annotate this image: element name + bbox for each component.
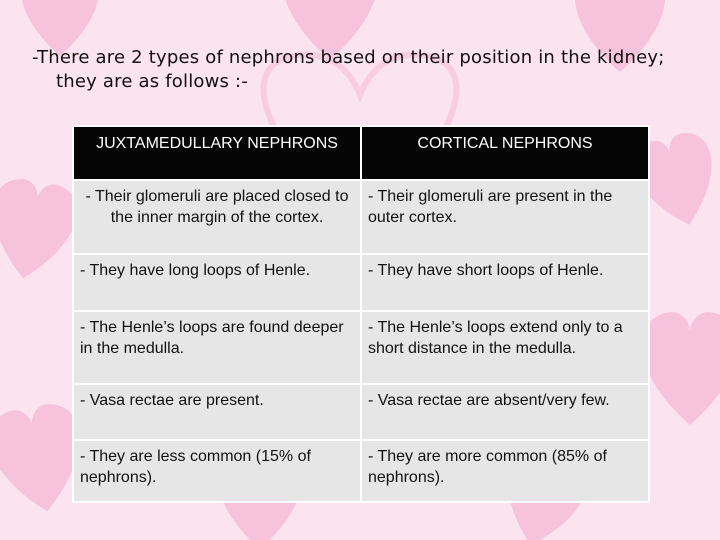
- table-cell: - They have short loops of Henle.: [361, 254, 649, 311]
- table-cell: - They are less common (15% of nephrons).: [73, 440, 361, 502]
- header-cortical: CORTICAL NEPHRONS: [361, 126, 649, 180]
- table-cell: - Vasa rectae are absent/very few.: [361, 384, 649, 440]
- intro-text: [32, 46, 702, 94]
- intro-line-2: they are as follows :-: [56, 71, 249, 92]
- table-header-row: [73, 126, 649, 180]
- header-juxtamedullary: JUXTAMEDULLARY NEPHRONS: [73, 126, 361, 180]
- intro-line-1: -There are 2 types of nephrons based on their position in the kidney;: [32, 47, 665, 68]
- table-row: [73, 180, 649, 254]
- table-cell: - The Henle’s loops extend only to a short distance in the medulla.: [361, 311, 649, 384]
- table-cell: - They have long loops of Henle.: [73, 254, 361, 311]
- table-cell: - Their glomeruli are present in the outer cortex.: [361, 180, 649, 254]
- table-row: [73, 384, 649, 440]
- table-row: [73, 254, 649, 311]
- table-row: [73, 311, 649, 384]
- table-cell: - Their glomeruli are placed closed to the inner margin of the cortex.: [73, 180, 361, 254]
- nephron-comparison-table: [72, 125, 650, 503]
- table-cell: - The Henle’s loops are found deeper in the medulla.: [73, 311, 361, 384]
- table-cell: - They are more common (85% of nephrons).: [361, 440, 649, 502]
- table-row: [73, 440, 649, 502]
- table-cell: - Vasa rectae are present.: [73, 384, 361, 440]
